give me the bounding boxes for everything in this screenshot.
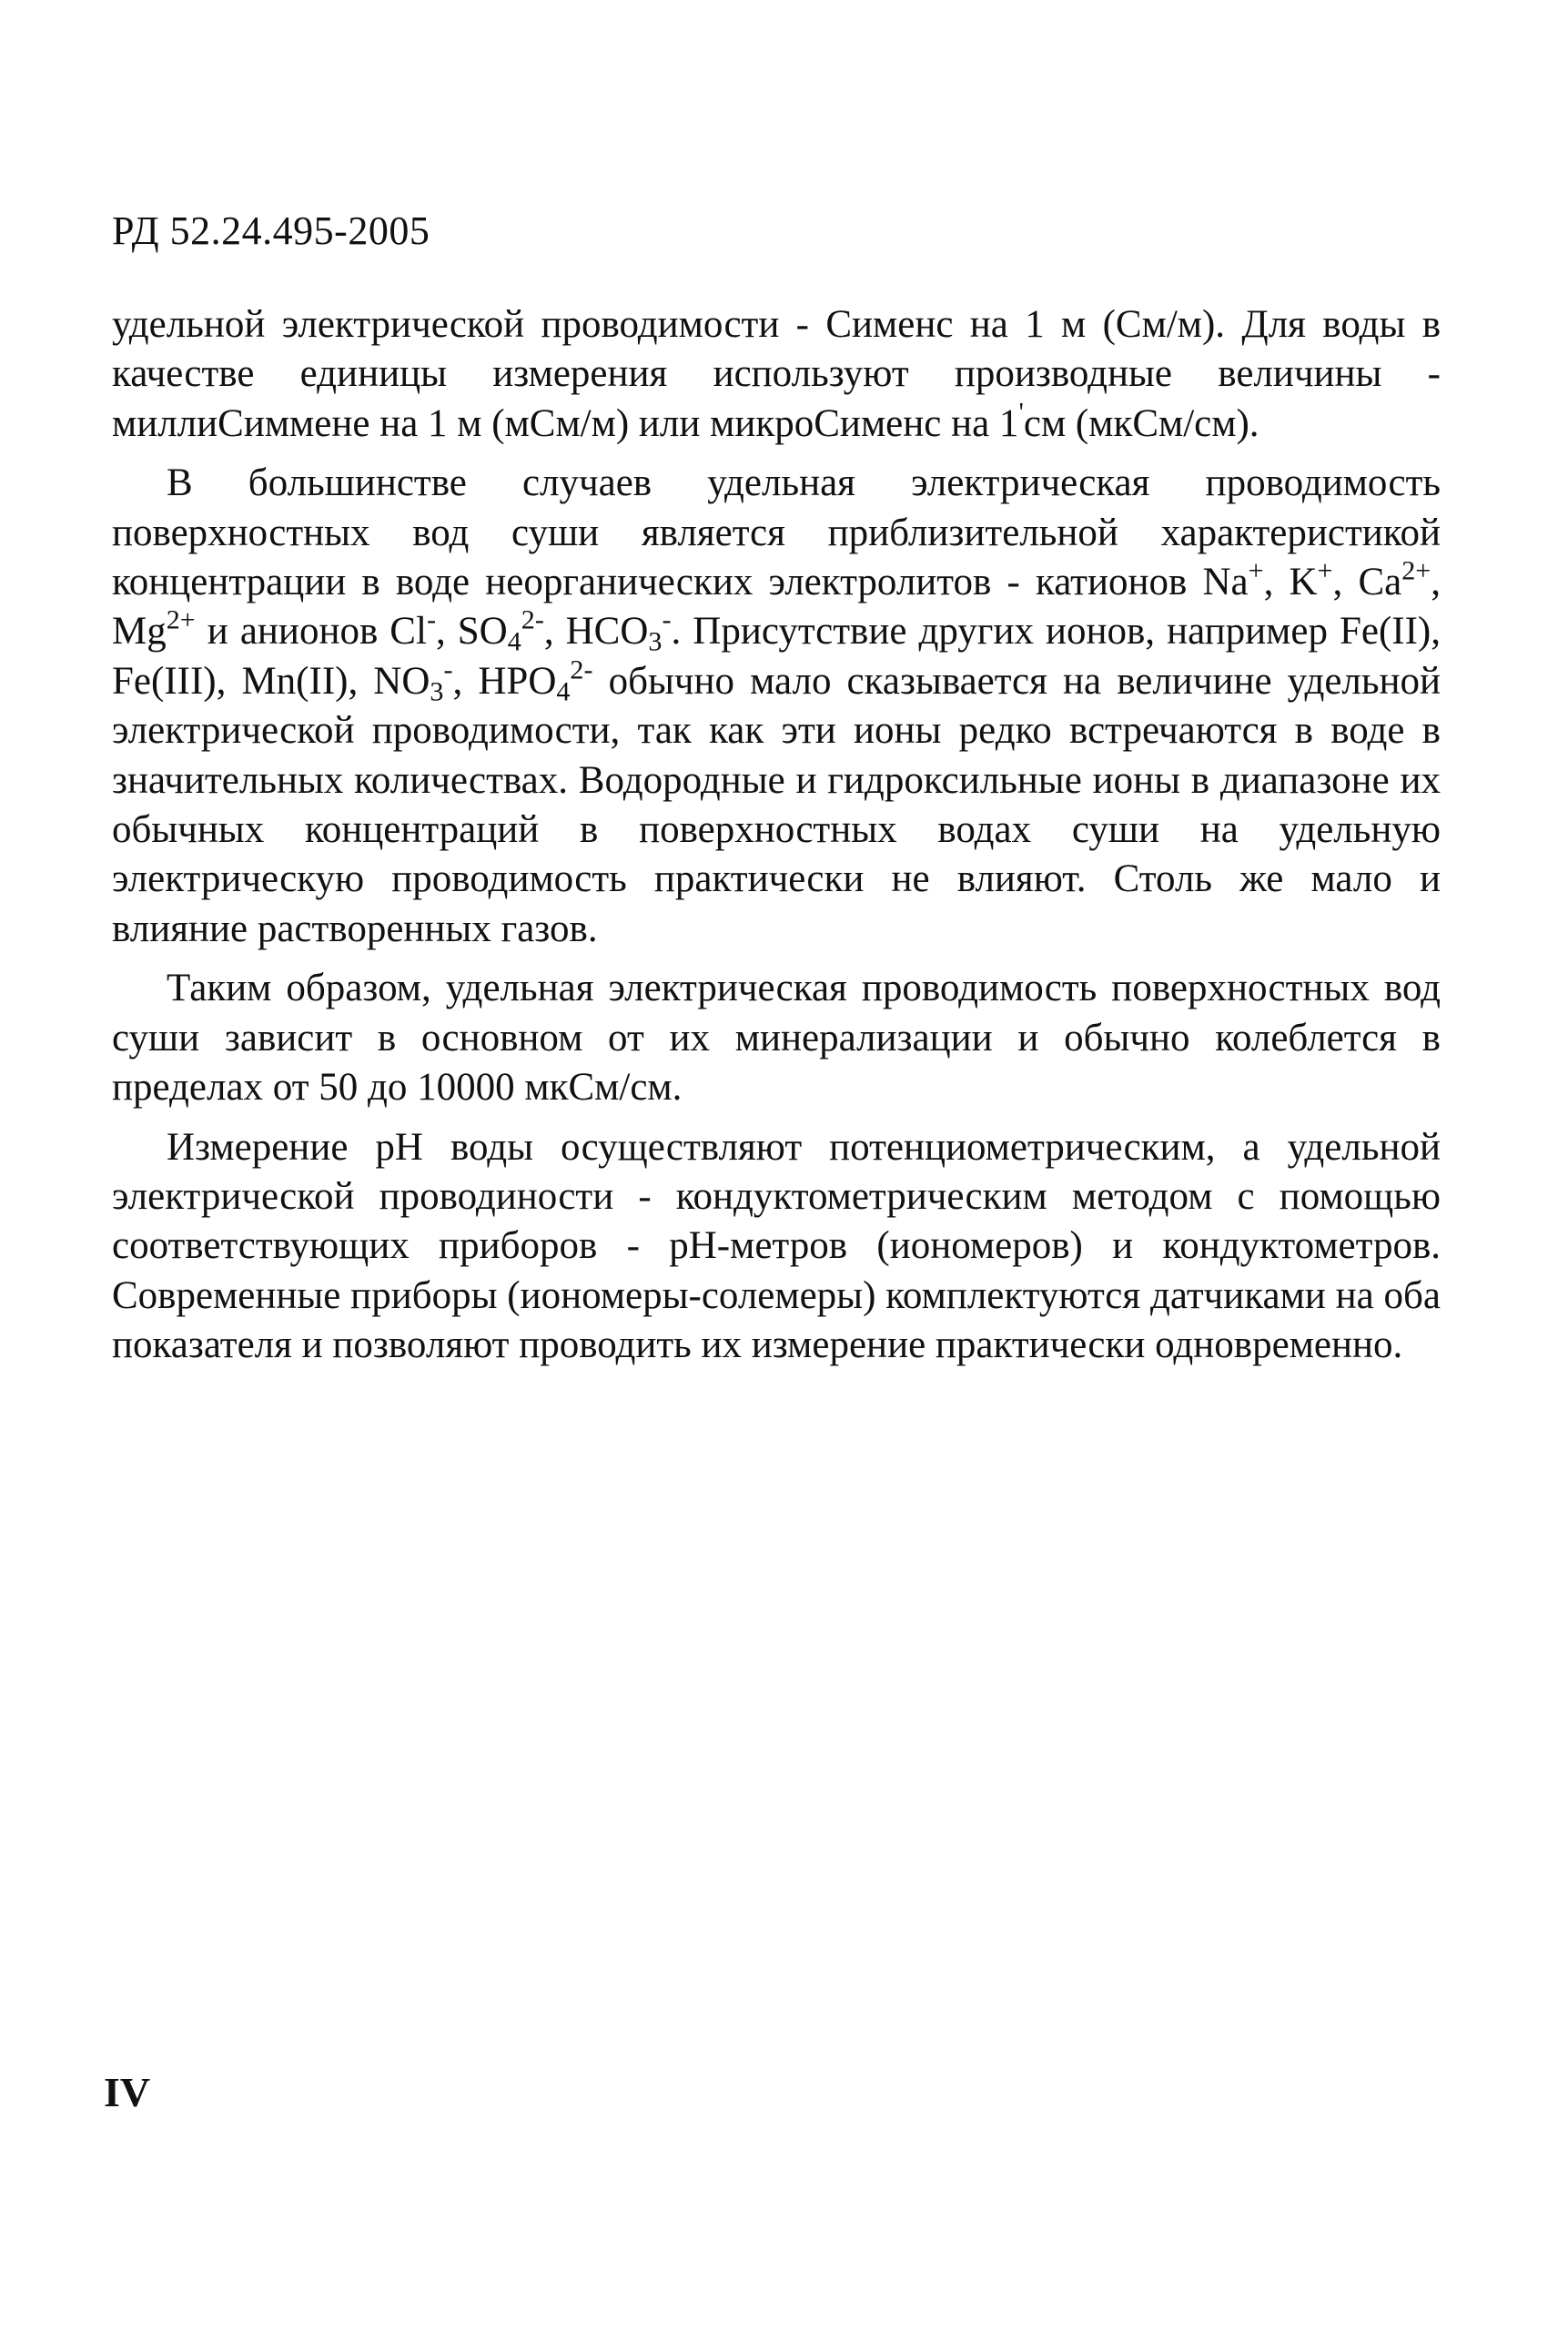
paragraph-units-continuation: удельной электрической проводимости - Сименс на 1 м (См/м). Для воды в качестве единицы измерения используют производные величины - миллиСиммене на 1 м (мСм/м) или микроСименс на 1'см (мкСм/см). <box>112 303 1441 445</box>
page-number: IV <box>104 2069 151 2115</box>
paragraph-conductivity-ions: В большинстве случаев удельная электрическая проводимость поверхностных вод суши является приблизительной характеристикой концентрации в воде неорганических электролитов - катионов Na+, K+, $Ca^{2+}$, $Mg^{2+}$ и анионов Cl-, $SO_4^{2-}$, $HCO_3^-$. Присутствие других ионов, например Fe(II), Fe(III), Mn(II), $NO_3^-$, $HPO_4^{2-}$ обычно мало сказывается на величине удельной электрической проводимости, так как эти ионы редко встречаются в воде в значительных количествах. Водородные и гидроксильные ионы в диапазоне их обычных концентраций в поверхностных водах суши на удельную электрическую проводимость практически не влияют. Столь же мало и влияние растворенных газов. <box>112 461 1441 950</box>
paragraph-mineralization: Таким образом, удельная электрическая проводимость поверхностных вод суши зависит в основном от их минерализации и обычно колеблется в пределах от 50 до 10000 мкСм/см. <box>112 967 1441 1110</box>
paragraph-measurement-methods: Измерение pH воды осуществляют потенциометрическим, а удельной электрической проводиности - кондуктометрическим методом с помощью соответствующих приборов - pH-метров (иономеров) и кондуктометров. Современные приборы (иономеры-солемеры) комплектуются датчиками на оба показателя и позволяют проводить их измерение практически одновременно. <box>112 1125 1441 1367</box>
document-body <box>112 300 1441 1371</box>
document-code-header: РД 52.24.495-2005 <box>112 208 430 253</box>
